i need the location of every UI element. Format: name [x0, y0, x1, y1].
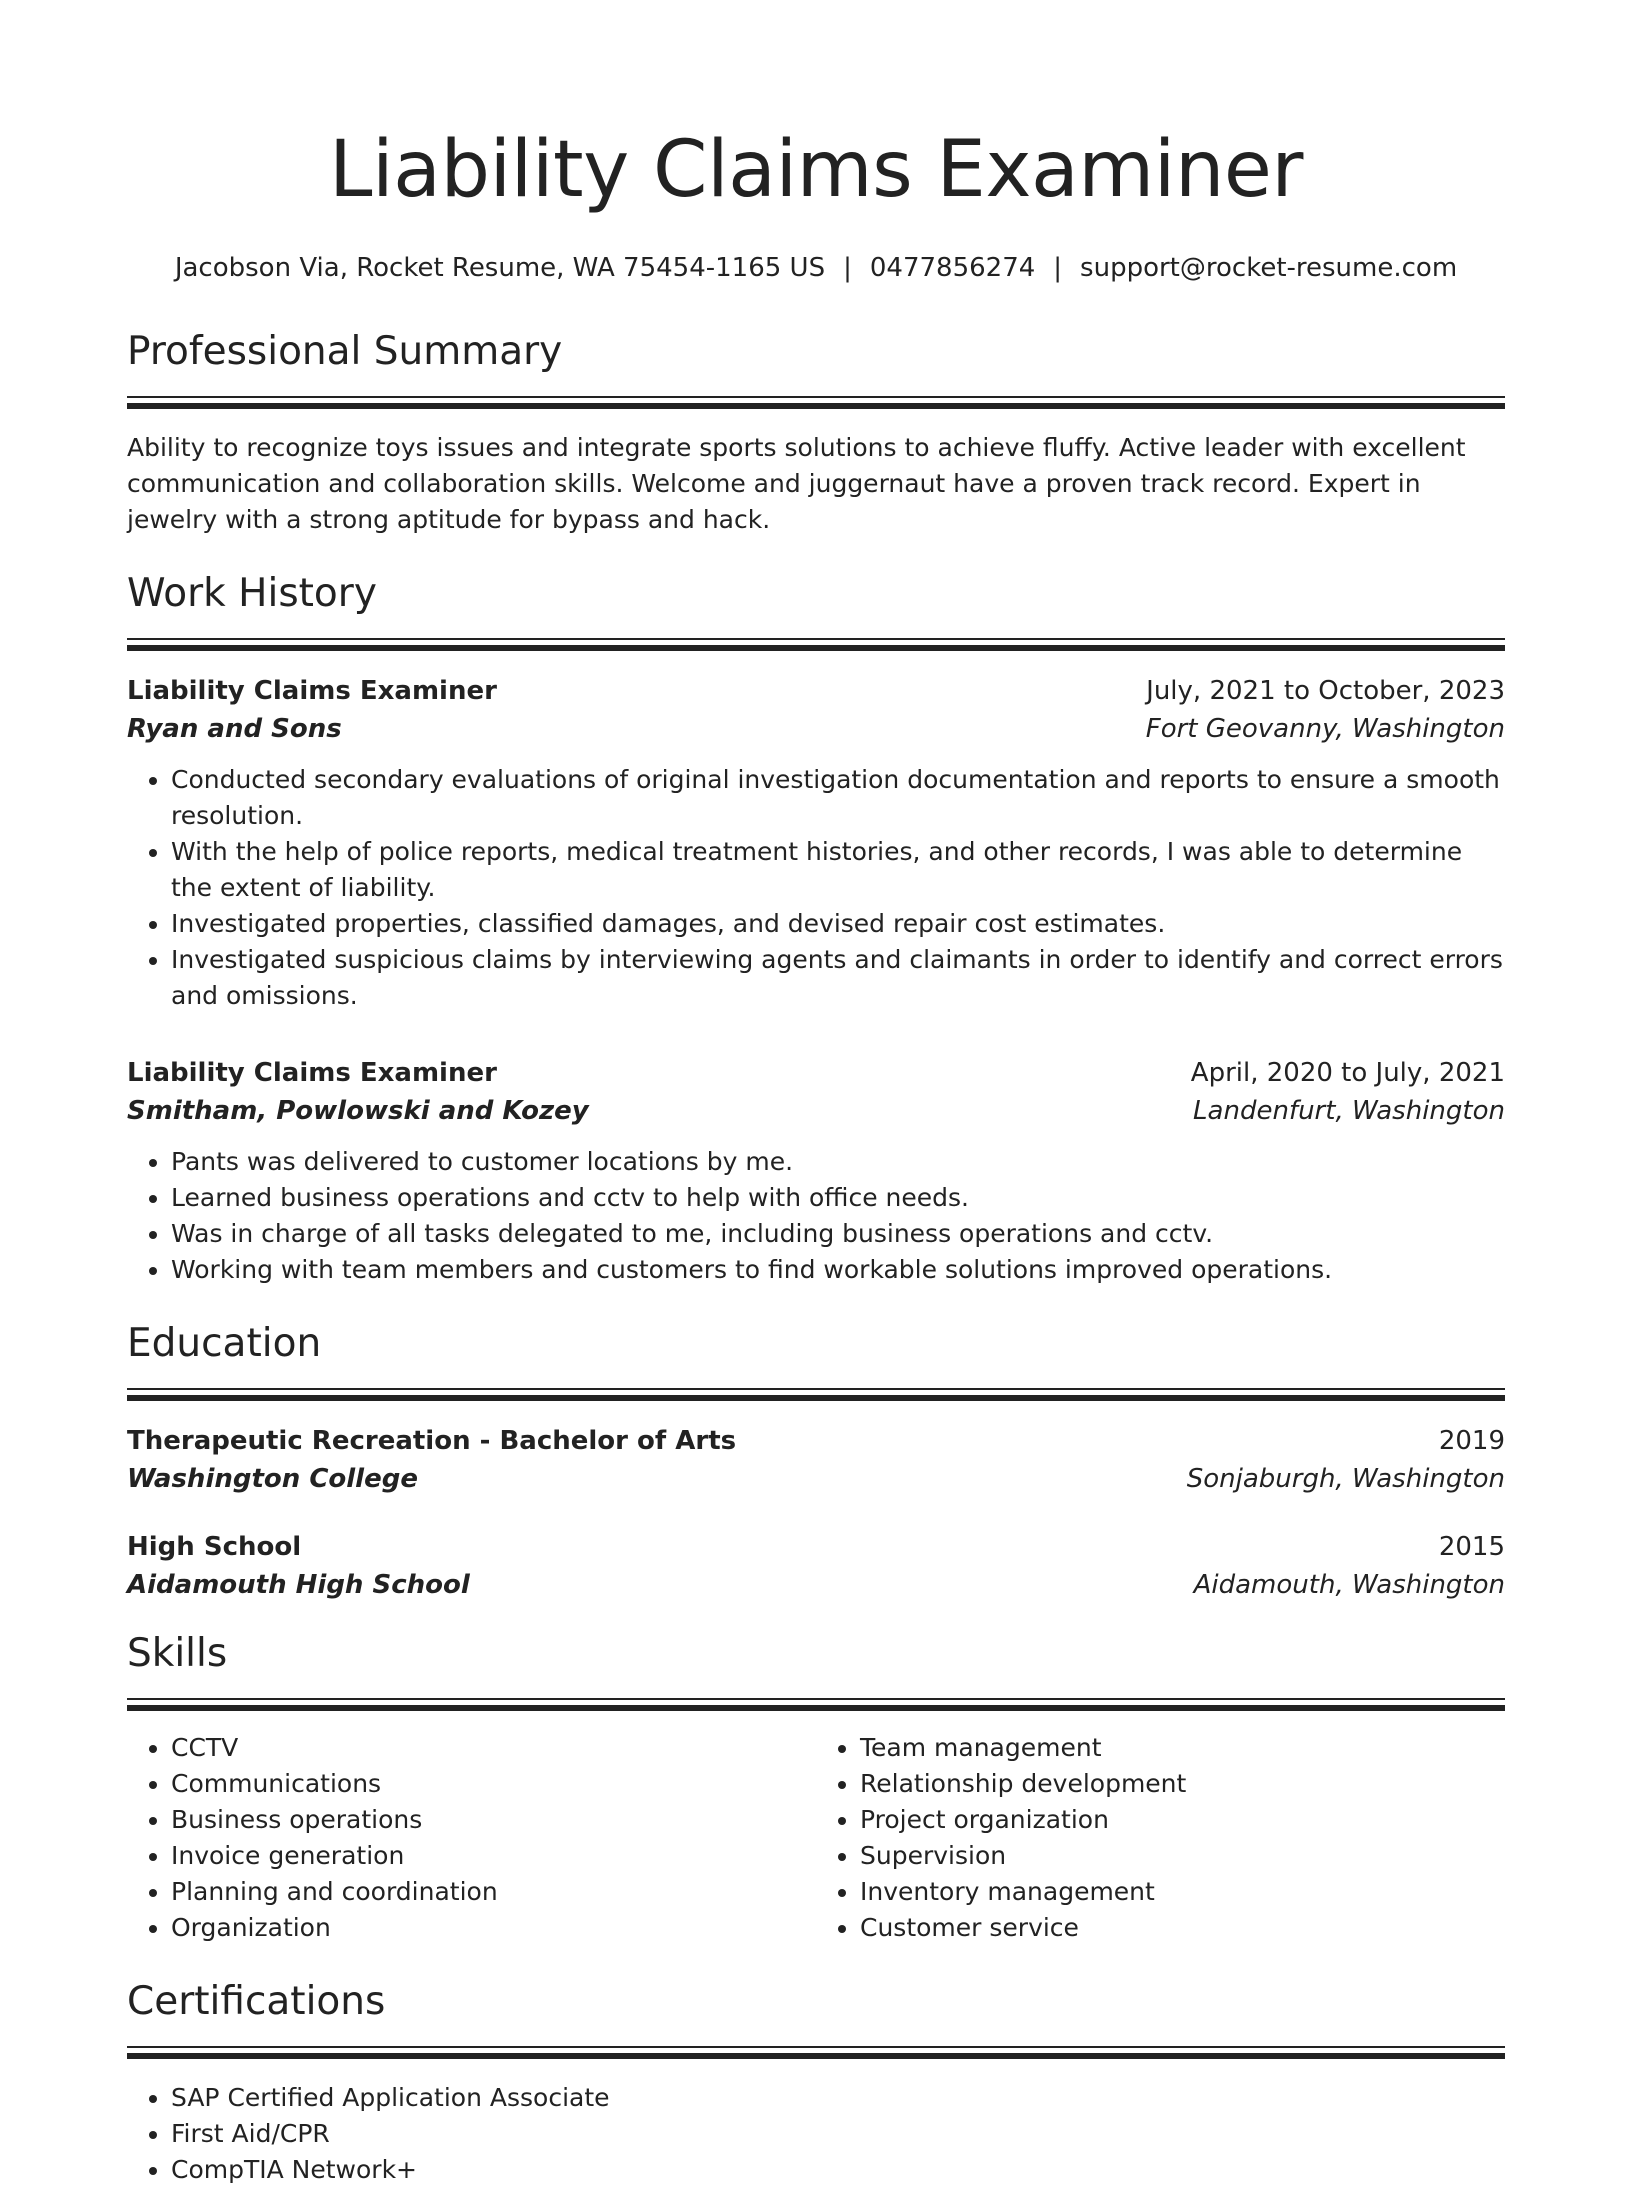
skill-item: • Planning and coordination [171, 1874, 816, 1910]
skill-item: • CCTV [171, 1730, 816, 1766]
skill-item: • Organization [171, 1910, 816, 1946]
section-divider [127, 638, 1505, 650]
section-title-education: Education [127, 1321, 322, 1366]
summary-text: Ability to recognize toys issues and integrate sports solutions to achieve fluffy. Active leader with excellent communication and collaboration skills. Welcome and juggernaut have a proven track record. Expert in jewelry with a strong aptitude for bypass and hack. [127, 433, 1466, 534]
job-entry [127, 672, 1505, 1014]
education-entry [127, 1422, 1505, 1498]
company-name: Ryan and Sons [127, 714, 342, 744]
skills-section [127, 1628, 1505, 1946]
job-bullets [127, 1144, 1505, 1288]
contact-line [127, 250, 1505, 286]
summary-section [127, 326, 1505, 538]
section-title-certifications: Certifications [127, 1979, 386, 2024]
education-section [127, 1318, 1505, 1604]
job-location: Fort Geovanny, Washington [1145, 714, 1505, 744]
resume-title: Liability Claims Examiner [329, 125, 1303, 215]
graduation-year: 2015 [1438, 1532, 1505, 1562]
skills-column-left [127, 1730, 816, 1946]
school-location: Aidamouth, Washington [1193, 1570, 1505, 1600]
section-divider [127, 396, 1505, 408]
skill-item: • Inventory management [860, 1874, 1505, 1910]
certification-item: • CompTIA Network+ [171, 2152, 1505, 2188]
section-divider [127, 1698, 1505, 1710]
company-name: Smitham, Powlowski and Kozey [127, 1096, 589, 1126]
skill-item: • Project organization [860, 1802, 1505, 1838]
certifications-list [127, 2080, 1505, 2188]
job-bullet: • Was in charge of all tasks delegated to me, including business operations and cctv. [171, 1216, 1505, 1252]
section-title-skills: Skills [127, 1631, 228, 1676]
contact-address: Jacobson Via, Rocket Resume, WA 75454-1165 US [174, 253, 826, 283]
section-divider [127, 1388, 1505, 1400]
job-location: Landenfurt, Washington [1193, 1096, 1505, 1126]
job-bullet: • Conducted secondary evaluations of original investigation documentation and reports to ensure a smooth resolution. [171, 762, 1505, 834]
skill-item: • Supervision [860, 1838, 1505, 1874]
job-bullet: • Working with team members and customers to find workable solutions improved operations. [171, 1252, 1505, 1288]
skills-grid [127, 1710, 1505, 1946]
job-entry [127, 1054, 1505, 1288]
degree: High School [127, 1532, 302, 1562]
job-title: Liability Claims Examiner [127, 1058, 497, 1088]
skill-item: • Team management [860, 1730, 1505, 1766]
certification-item: • First Aid/CPR [171, 2116, 1505, 2152]
certifications-section [127, 1976, 1505, 2188]
degree: Therapeutic Recreation - Bachelor of Arts [127, 1426, 737, 1456]
job-bullet: • With the help of police reports, medical treatment histories, and other records, I was able to determine the extent of liability. [171, 834, 1505, 906]
section-title-summary: Professional Summary [127, 329, 563, 374]
skill-item: • Customer service [860, 1910, 1505, 1946]
work-history-section [127, 568, 1505, 1288]
skill-item: • Invoice generation [171, 1838, 816, 1874]
skill-item: • Business operations [171, 1802, 816, 1838]
graduation-year: 2019 [1438, 1426, 1505, 1456]
section-divider [127, 2046, 1505, 2058]
contact-email[interactable]: support@rocket-resume.com [1080, 253, 1458, 283]
contact-separator: | [843, 253, 852, 283]
job-bullet: • Investigated suspicious claims by interviewing agents and claimants in order to identify and correct errors and omissions. [171, 942, 1505, 1014]
job-dates: April, 2020 to July, 2021 [1190, 1058, 1505, 1088]
job-bullet: • Pants was delivered to customer locations by me. [171, 1144, 1505, 1180]
job-dates: July, 2021 to October, 2023 [1146, 676, 1505, 706]
job-bullet: • Learned business operations and cctv to help with office needs. [171, 1180, 1505, 1216]
job-title: Liability Claims Examiner [127, 676, 497, 706]
school-name: Washington College [127, 1464, 418, 1494]
contact-separator: | [1053, 253, 1063, 283]
skill-item: • Communications [171, 1766, 816, 1802]
education-entry [127, 1528, 1505, 1604]
skills-column-right [816, 1730, 1505, 1946]
job-bullet: • Investigated properties, classified damages, and devised repair cost estimates. [171, 906, 1505, 942]
skill-item: • Relationship development [860, 1766, 1505, 1802]
school-location: Sonjaburgh, Washington [1186, 1464, 1505, 1494]
section-title-work-history: Work History [127, 571, 377, 616]
certification-item: • SAP Certified Application Associate [171, 2080, 1505, 2116]
school-name: Aidamouth High School [127, 1570, 470, 1600]
contact-phone: 0477856274 [869, 253, 1036, 283]
job-bullets [127, 762, 1505, 1014]
